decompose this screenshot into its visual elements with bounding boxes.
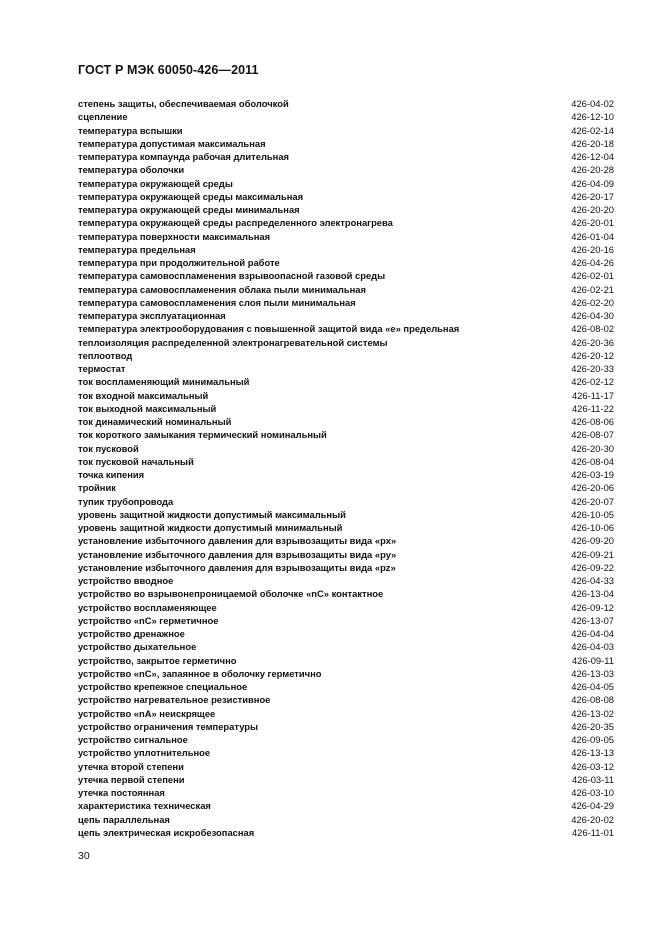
- entry-code: 426-04-33: [571, 575, 614, 586]
- entry-code: 426-04-03: [571, 641, 614, 653]
- entry-code: 426-04-04: [571, 628, 614, 639]
- entry-term: ток пусковой начальный: [78, 455, 194, 467]
- entry-code: 426-20-20: [571, 204, 614, 215]
- entry-term: температура оболочки: [78, 164, 185, 176]
- entry-term: точка кипения: [78, 469, 145, 480]
- entry-code: 426-03-19: [571, 469, 614, 480]
- index-entry: [78, 495, 614, 508]
- entry-term: температура эксплуатационная: [78, 310, 226, 321]
- index-entry: [78, 508, 614, 521]
- entry-term: температура окружающей среды максимальная: [78, 190, 304, 202]
- entry-code: 426-09-21: [571, 548, 614, 560]
- index-entry: [78, 402, 614, 415]
- entry-code: 426-04-09: [571, 177, 614, 189]
- entry-term: сцепление: [78, 111, 128, 123]
- entry-code: 426-08-07: [571, 429, 614, 441]
- entry-term: температура предельная: [78, 243, 196, 255]
- index-entry: [78, 336, 614, 349]
- entry-term: термостат: [78, 363, 126, 374]
- index-entry: [78, 455, 614, 468]
- entry-code: 426-10-06: [571, 522, 614, 533]
- entry-term: температура вспышки: [78, 124, 183, 136]
- entry-term: устройство крепежное специальное: [78, 681, 248, 692]
- entry-term: теплоизоляция распределенной электронагревательной системы: [78, 336, 388, 348]
- entry-code: 426-08-08: [571, 694, 614, 706]
- index-entry: [78, 163, 614, 176]
- index-entry: [78, 614, 614, 627]
- index-entry: [78, 826, 614, 839]
- entry-term: температура самовоспламенения облака пыли минимальная: [78, 283, 366, 295]
- index-entry: [78, 667, 614, 680]
- entry-term: температура допустимая максимальная: [78, 137, 266, 149]
- index-entry: [78, 760, 614, 773]
- entry-term: устройство «nC» герметичное: [78, 614, 219, 626]
- entry-term: утечка первой степени: [78, 773, 185, 785]
- index-entry: [78, 296, 614, 309]
- index-entry: [78, 773, 614, 786]
- entry-code: 426-20-17: [571, 190, 614, 202]
- entry-term: степень защиты, обеспечиваемая оболочкой: [78, 98, 289, 109]
- entry-term: ток воспламеняющий минимальный: [78, 376, 250, 388]
- index-entry: [78, 203, 614, 216]
- entry-code: 426-09-12: [571, 601, 614, 613]
- index-entry: [78, 799, 614, 812]
- entry-term: установление избыточного давления для взрывозащиты вида «pz»: [78, 561, 396, 573]
- entry-term: температура самовоспламенения взрывоопасной газовой среды: [78, 270, 386, 282]
- entry-term: ток пусковой: [78, 442, 139, 454]
- index-entry: [78, 813, 614, 826]
- entry-code: 426-04-26: [571, 257, 614, 268]
- entry-term: уровень защитной жидкости допустимый минимальный: [78, 522, 343, 533]
- index-entry: [78, 349, 614, 362]
- index-entry: [78, 124, 614, 137]
- index-entry: [78, 561, 614, 574]
- entry-term: температура электрооборудования с повышенной защитой вида «е» предельная: [78, 323, 460, 335]
- entry-term: ток динамический номинальный: [78, 416, 232, 427]
- entry-term: температура поверхности максимальная: [78, 230, 271, 242]
- entry-code: 426-04-29: [571, 800, 614, 812]
- entry-code: 426-20-07: [571, 495, 614, 507]
- entry-term: устройство дыхательное: [78, 641, 197, 653]
- index-entry: [78, 150, 614, 163]
- entry-term: теплоотвод: [78, 349, 133, 361]
- entry-term: устройство «nA» неискрящее: [78, 707, 216, 719]
- entry-term: установление избыточного давления для взрывозащиты вида «py»: [78, 548, 397, 560]
- index-entry: [78, 190, 614, 203]
- entry-term: устройство ограничения температуры: [78, 720, 259, 732]
- entry-term: температура компаунда рабочая длительная: [78, 151, 290, 162]
- index-entry: [78, 601, 614, 614]
- entry-code: 426-20-12: [571, 349, 614, 361]
- index-entry: [78, 177, 614, 190]
- entry-code: 426-13-04: [571, 588, 614, 600]
- document-header: ГОСТ Р МЭК 60050-426—2011: [78, 63, 259, 77]
- entry-code: 426-03-10: [571, 787, 614, 798]
- index-entry: [78, 256, 614, 269]
- entry-term: уровень защитной жидкости допустимый максимальный: [78, 508, 346, 520]
- entry-code: 426-03-11: [571, 773, 614, 785]
- entry-code: 426-09-11: [571, 654, 614, 666]
- index-entry: [78, 521, 614, 534]
- entry-term: характеристика техническая: [78, 800, 211, 812]
- entry-code: 426-04-02: [571, 98, 614, 109]
- entry-code: 426-04-05: [571, 681, 614, 692]
- index-entry: [78, 548, 614, 561]
- entry-code: 426-20-16: [571, 243, 614, 255]
- index-entry: [78, 428, 614, 441]
- index-entry: [78, 574, 614, 587]
- entry-term: ток выходной максимальный: [78, 402, 217, 414]
- entry-term: устройство, закрытое герметично: [78, 654, 237, 666]
- index-entry: [78, 786, 614, 799]
- entry-code: 426-20-35: [571, 720, 614, 732]
- index-entry: [78, 243, 614, 256]
- entry-code: 426-08-04: [571, 455, 614, 467]
- entry-code: 426-20-01: [571, 217, 614, 229]
- index-entry: [78, 230, 614, 243]
- entry-code: 426-01-04: [571, 230, 614, 242]
- entry-term: температура окружающей среды минимальная: [78, 204, 300, 215]
- entry-code: 426-11-22: [571, 402, 614, 414]
- index-entry: [78, 468, 614, 481]
- index-entry: [78, 627, 614, 640]
- entry-term: установление избыточного давления для взрывозащиты вида «px»: [78, 535, 397, 547]
- index-entry: [78, 216, 614, 229]
- entry-code: 426-08-06: [571, 416, 614, 427]
- index-entry: [78, 707, 614, 720]
- index-entry: [78, 110, 614, 123]
- index-entry: [78, 362, 614, 375]
- entry-term: тупик трубопровода: [78, 495, 174, 507]
- entry-term: ток входной максимальный: [78, 389, 209, 401]
- entry-code: 426-13-13: [571, 747, 614, 759]
- entry-code: 426-13-03: [571, 667, 614, 679]
- entry-term: утечка постоянная: [78, 787, 165, 798]
- index-entry: [78, 389, 614, 402]
- entry-code: 426-02-20: [571, 296, 614, 308]
- page-number: 30: [78, 850, 90, 862]
- entry-term: устройство сигнальное: [78, 734, 188, 745]
- index-entry: [78, 137, 614, 150]
- index-entry: [78, 97, 614, 110]
- entry-code: 426-12-04: [571, 151, 614, 162]
- index-entry: [78, 442, 614, 455]
- entry-code: 426-04-30: [571, 310, 614, 321]
- entry-code: 426-11-01: [571, 826, 614, 838]
- entry-term: устройство вводное: [78, 575, 174, 586]
- entry-term: цепь параллельная: [78, 813, 170, 825]
- index-entry: [78, 733, 614, 746]
- entry-code: 426-09-20: [571, 535, 614, 547]
- term-index-list: [78, 97, 614, 839]
- entry-term: температура самовоспламенения слоя пыли минимальная: [78, 296, 356, 308]
- index-entry: [78, 746, 614, 759]
- entry-code: 426-20-02: [571, 813, 614, 825]
- entry-term: устройство уплотнительное: [78, 747, 211, 759]
- entry-term: температура при продолжительной работе: [78, 257, 280, 268]
- entry-code: 426-09-05: [571, 734, 614, 745]
- entry-code: 426-12-10: [571, 111, 614, 123]
- entry-term: температура окружающей среды: [78, 177, 233, 189]
- entry-code: 426-11-17: [571, 389, 614, 401]
- entry-term: температура окружающей среды распределенного электронагрева: [78, 217, 393, 229]
- entry-code: 426-20-36: [571, 336, 614, 348]
- entry-term: устройство во взрывонепроницаемой оболочке «nC» контактное: [78, 588, 384, 600]
- entry-code: 426-13-02: [571, 707, 614, 719]
- entry-code: 426-10-05: [571, 508, 614, 520]
- index-entry: [78, 269, 614, 282]
- entry-code: 426-02-14: [571, 124, 614, 136]
- entry-code: 426-03-12: [571, 760, 614, 772]
- entry-term: устройство воспламеняющее: [78, 601, 217, 613]
- index-entry: [78, 283, 614, 296]
- index-entry: [78, 309, 614, 322]
- entry-code: 426-02-12: [571, 376, 614, 388]
- entry-term: утечка второй степени: [78, 760, 184, 772]
- entry-code: 426-20-33: [571, 363, 614, 374]
- entry-code: 426-02-21: [571, 283, 614, 295]
- index-entry: [78, 322, 614, 335]
- index-entry: [78, 415, 614, 428]
- entry-code: 426-20-30: [571, 442, 614, 454]
- entry-term: устройство «nC», запаянное в оболочку герметично: [78, 667, 322, 679]
- entry-code: 426-13-07: [571, 614, 614, 626]
- index-entry: [78, 375, 614, 388]
- entry-code: 426-09-22: [571, 561, 614, 573]
- entry-term: тройник: [78, 482, 116, 494]
- entry-code: 426-08-02: [571, 323, 614, 335]
- entry-code: 426-20-28: [571, 164, 614, 176]
- entry-code: 426-20-06: [571, 482, 614, 494]
- index-entry: [78, 693, 614, 706]
- entry-code: 426-20-18: [571, 137, 614, 149]
- index-entry: [78, 680, 614, 693]
- index-entry: [78, 654, 614, 667]
- entry-term: ток короткого замыкания термический номинальный: [78, 429, 327, 441]
- index-entry: [78, 534, 614, 547]
- entry-term: устройство дренажное: [78, 628, 185, 639]
- index-entry: [78, 720, 614, 733]
- entry-term: цепь электрическая искробезопасная: [78, 826, 255, 838]
- index-entry: [78, 587, 614, 600]
- entry-code: 426-02-01: [571, 270, 614, 282]
- index-entry: [78, 640, 614, 653]
- entry-term: устройство нагревательное резистивное: [78, 694, 271, 706]
- index-entry: [78, 481, 614, 494]
